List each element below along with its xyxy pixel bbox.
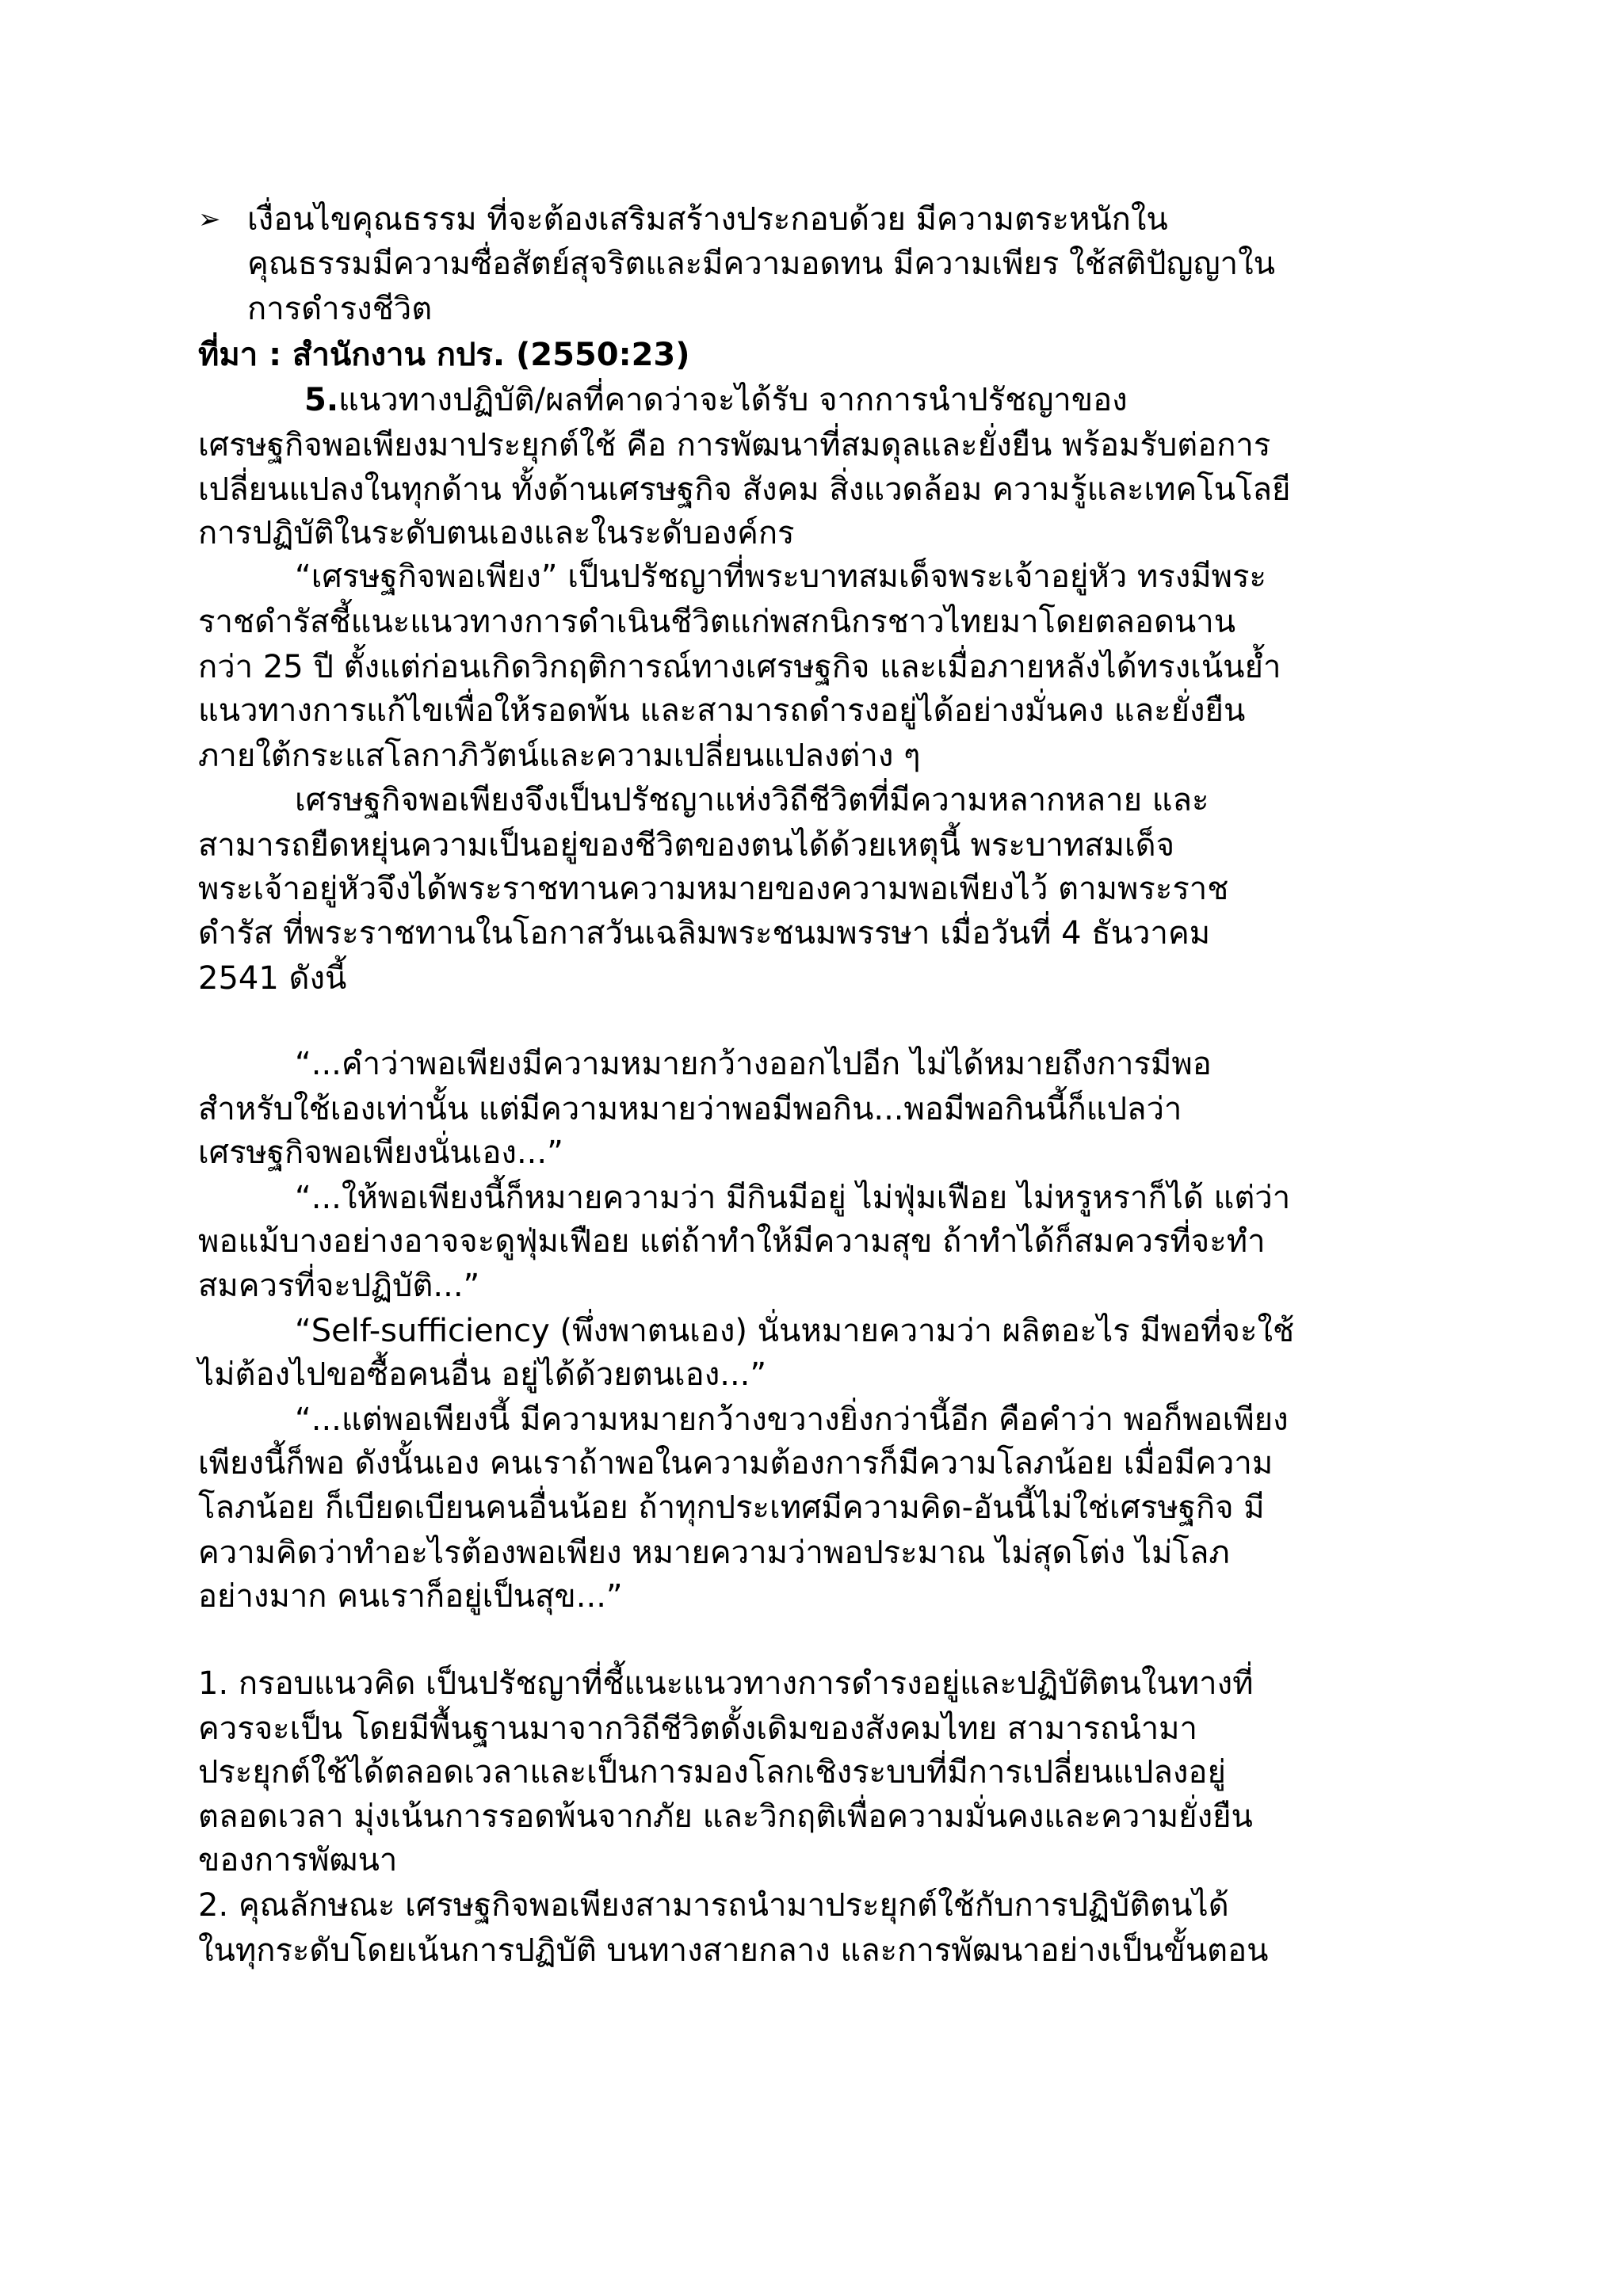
bullet-arrow-icon: ➢ [198,204,221,235]
numbered-item-1-line: ของการพัฒนา [198,1842,398,1878]
paragraph-line: ราชดำรัสชี้แนะแนวทางการดำเนินชีวิตแก่พสกนิกรชาวไทยมาโดยตลอดนาน [198,604,1236,640]
numbered-item-1-line: ประยุกต์ใช้ได้ตลอดเวลาและเป็นการมองโลกเชิงระบบที่มีการเปลี่ยนแปลงอยู่ [198,1754,1226,1791]
quote-line: สำหรับใช้เองเท่านั้น แต่มีความหมายว่าพอมีพอกิน...พอมีพอกินนี้ก็แปลว่า [198,1091,1182,1127]
paragraph-line: พระเจ้าอยู่หัวจึงได้พระราชทานความหมายของความพอเพียงไว้ ตามพระราช [198,871,1229,907]
section-5-heading-text: แนวทางปฏิบัติ/ผลที่คาดว่าจะได้รับ จากการนำปรัชญาของ [338,382,1128,418]
paragraph-line: เศรษฐกิจพอเพียงจึงเป็นปรัชญาแห่งวิถีชีวิตที่มีความหลากหลาย และ [295,782,1209,818]
paragraph-line: แนวทางการแก้ไขเพื่อให้รอดพ้น และสามารถดำรงอยู่ได้อย่างมั่นคง และยั่งยืน [198,692,1246,729]
paragraph-line: สามารถยืดหยุ่นความเป็นอยู่ของชีวิตของตนได้ด้วยเหตุนี้ พระบาทสมเด็จ [198,827,1175,864]
paragraph-line: “เศรษฐกิจพอเพียง” เป็นปรัชญาที่พระบาทสมเด็จพระเจ้าอยู่หัว ทรงมีพระ [295,559,1266,595]
quote-line: พอแม้บางอย่างอาจจะดูฟุ่มเฟือย แต่ถ้าทำให้มีความสุข ถ้าทำได้ก็สมควรที่จะทำ [198,1223,1266,1260]
paragraph-line: กว่า 25 ปี ตั้งแต่ก่อนเกิดวิกฤติการณ์ทางเศรษฐกิจ และเมื่อภายหลังได้ทรงเน้นย้ำ [198,649,1281,685]
quote-line: “Self-sufficiency (พึ่งพาตนเอง) นั่นหมายความว่า ผลิตอะไร มีพอที่จะใช้ [295,1313,1295,1349]
numbered-item-2: 2. คุณลักษณะ เศรษฐกิจพอเพียงสามารถนำมาประยุกต์ใช้กับการปฏิบัติตนได้ [198,1887,1229,1924]
quote-line: โลภน้อย ก็เบียดเบียนคนอื่นน้อย ถ้าทุกประเทศมีความคิด-อันนี้ไม่ใช่เศรษฐกิจ มี [198,1489,1265,1526]
quote-line: ไม่ต้องไปขอซื้อคนอื่น อยู่ได้ด้วยตนเอง...” [198,1356,767,1393]
numbered-item-1-line: ตลอดเวลา มุ่งเน้นการรอดพ้นจากภัย และวิกฤติเพื่อความมั่นคงและความยั่งยืน [198,1798,1253,1835]
quote-line: ความคิดว่าทำอะไรต้องพอเพียง หมายความว่าพอประมาณ ไม่สุดโต่ง ไม่โลภ [198,1535,1230,1571]
quote-line: “...คำว่าพอเพียงมีความหมายกว้างออกไปอีก ไม่ได้หมายถึงการมีพอ [295,1046,1212,1082]
numbered-item-2-line: ในทุกระดับโดยเน้นการปฏิบัติ บนทางสายกลาง และการพัฒนาอย่างเป็นขั้นตอน [198,1932,1269,1969]
quote-line: สมควรที่จะปฏิบัติ...” [198,1268,480,1304]
paragraph-line: ดำรัส ที่พระราชทานในโอกาสวันเฉลิมพระชนมพรรษา เมื่อวันที่ 4 ธันวาคม [198,915,1211,952]
section-5-line: การปฏิบัติในระดับตนเองและในระดับองค์กร [198,515,795,551]
numbered-item-1: 1. กรอบแนวคิด เป็นปรัชญาที่ชี้แนะแนวทางการดำรงอยู่และปฏิบัติตนในทางที่ [198,1665,1254,1702]
paragraph-line: 2541 ดังนี้ [198,960,347,997]
source-citation: ที่มา : สำนักงาน กปร. (2550:23) [198,337,690,373]
bullet-line: คุณธรรมมีความซื่อสัตย์สุจริตและมีความอดทน มีความเพียร ใช้สติปัญญาใน [247,246,1276,282]
section-5-line: เศรษฐกิจพอเพียงมาประยุกต์ใช้ คือ การพัฒนาที่สมดุลและยั่งยืน พร้อมรับต่อการ [198,427,1271,463]
quote-line: เศรษฐกิจพอเพียงนั่นเอง...” [198,1135,563,1171]
numbered-item-1-line: ควรจะเป็น โดยมีพื้นฐานมาจากวิถีชีวิตดั้งเดิมของสังคมไทย สามารถนำมา [198,1711,1197,1747]
bullet-line: เงื่อนไขคุณธรรม ที่จะต้องเสริมสร้างประกอบด้วย มีความตระหนักใน [247,201,1168,238]
quote-line: “...แต่พอเพียงนี้ มีความหมายกว้างขวางยิ่งกว่านี้อีก คือคำว่า พอก็พอเพียง [295,1402,1289,1438]
quote-line: อย่างมาก คนเราก็อยู่เป็นสุข...” [198,1578,623,1615]
paragraph-line: ภายใต้กระแสโลกาภิวัตน์และความเปลี่ยนแปลงต่าง ๆ [198,738,921,774]
quote-line: “...ให้พอเพียงนี้ก็หมายความว่า มีกินมีอยู่ ไม่ฟุ่มเฟือย ไม่หรูหราก็ได้ แต่ว่า [295,1180,1291,1216]
section-5-number: 5. [304,382,339,418]
bullet-line: การดำรงชีวิต [247,291,433,327]
section-5-line: เปลี่ยนแปลงในทุกด้าน ทั้งด้านเศรษฐกิจ สังคม สิ่งแวดล้อม ความรู้และเทคโนโลยี [198,471,1291,508]
quote-line: เพียงนี้ก็พอ ดังนั้นเอง คนเราถ้าพอในความต้องการก็มีความโลภน้อย เมื่อมีความ [198,1445,1274,1482]
section-5-heading [304,380,1128,420]
